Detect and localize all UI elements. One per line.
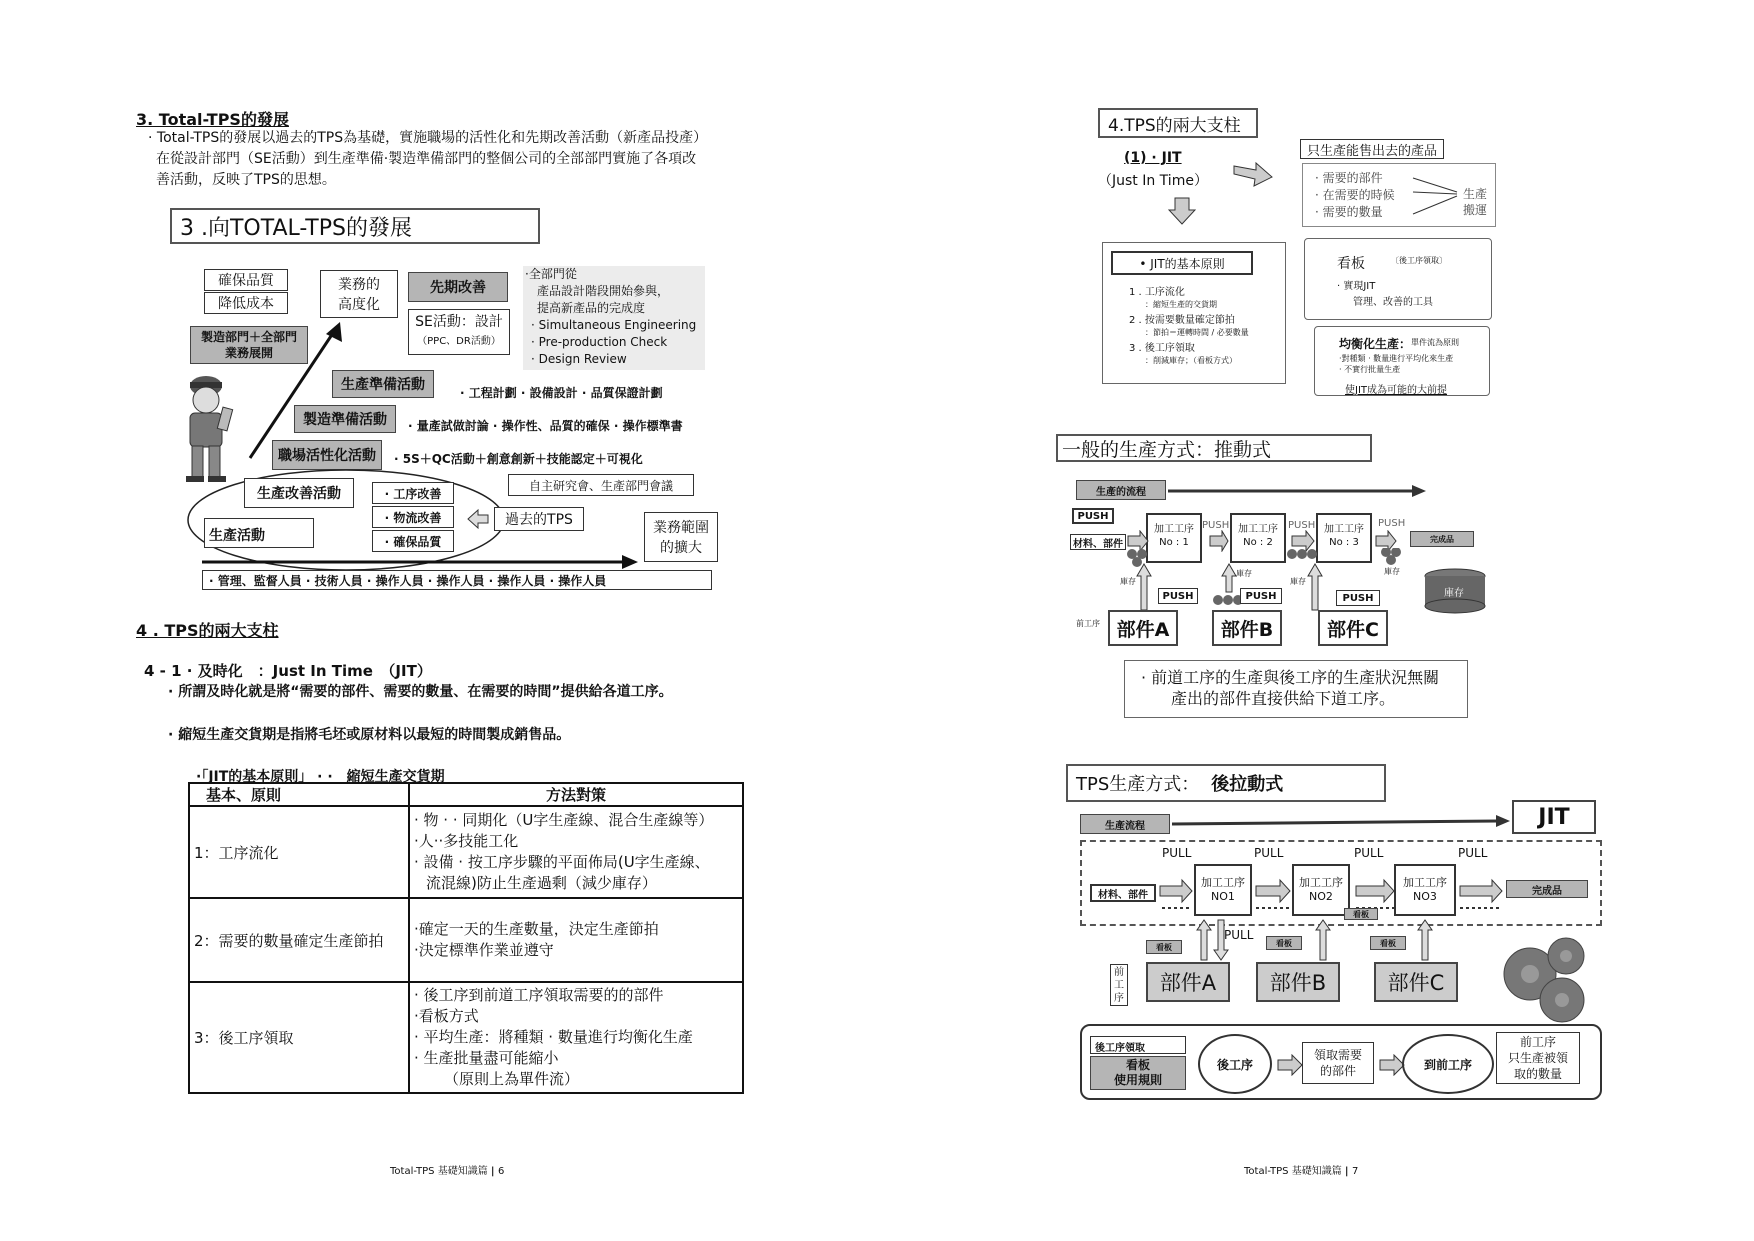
workplace-note: · 5S＋QC活動＋創意創新＋技能認定＋可視化 [394, 452, 643, 466]
method-line: · 設備 · 按工序步驟的平面佈局(U字生產線、 [414, 853, 710, 871]
table-caption: ·「JIT的基本原則」 · · 縮短生產交貨期 [196, 769, 445, 785]
workplace-box: 職場活性化活動 [272, 440, 382, 470]
mfg-prep-note: · 量產試做討論 · 操作性、品質的確保 · 操作標準書 [408, 419, 683, 433]
principle-sub: ：節拍＝運轉時間 / 必要數量 [1145, 328, 1249, 337]
scope-line: 的擴大 [660, 540, 702, 556]
pull-part-c: 部件C [1374, 962, 1458, 1002]
pull-label-5: PULL [1224, 928, 1254, 942]
push-box-2: PUSH [1240, 588, 1282, 604]
note-line: 提高新產品的完成度 [537, 301, 646, 315]
push-tag: PUSH [1072, 508, 1114, 524]
rule-label: 後工序領取 [1090, 1036, 1186, 1054]
para-line: 在從設計部門（SE活動）到生產準備·製造準備部門的整個公司的全部部門實施了各項改 [156, 151, 697, 167]
horizontal-arrow-icon [200, 552, 640, 572]
rule-prev-line: 取的數量 [1513, 1067, 1562, 1081]
rule-next-circle: 後工序 [1198, 1034, 1272, 1094]
process-no: NO1 [1211, 890, 1235, 903]
up-arrows-icon [1136, 562, 1336, 612]
pull-arrows-icon [1158, 862, 1508, 922]
business-adv-line: 業務的 [338, 277, 380, 293]
early-improve-box: 先期改善 [408, 272, 508, 302]
prev-char: 序 [1114, 993, 1124, 1004]
pull-part-a: 部件A [1146, 962, 1230, 1002]
table-row [189, 806, 743, 898]
kanban-title: 看板 [1337, 256, 1365, 272]
prev-char: 前 [1114, 967, 1124, 978]
mfg-all-line: 業務展開 [224, 346, 273, 360]
level-tag: 單件流為原則 [1411, 338, 1459, 347]
table-row [189, 982, 743, 1093]
rule-kanban-box [1090, 1056, 1186, 1090]
pull-flow-arrow-icon [1172, 814, 1512, 828]
prod-activity-box: 生產活動 [204, 518, 314, 548]
business-adv-line: 高度化 [338, 297, 380, 313]
inv-label: 庫存 [1236, 569, 1252, 578]
jit-label: (1) · JIT [1124, 150, 1182, 166]
principle-sub: ：削減庫存；（看板方式） [1145, 356, 1237, 365]
sec3-title: 3. Total-TPS的發展 [136, 110, 289, 129]
principle-sub: ：縮短生產的交貨期 [1145, 300, 1217, 309]
push-note-line: · 前道工序的生產與後工序的生產狀況無關 [1141, 668, 1440, 687]
push-flow-arrow-icon [1168, 484, 1428, 498]
scope-box [644, 512, 718, 562]
need-item: · 需要的部件 [1315, 171, 1383, 185]
finished-box: 完成品 [1410, 531, 1474, 547]
footer-right: Total-TPS 基礎知識篇 | 7 [1244, 1166, 1359, 1177]
cell-principle: 2：需要的數量確定生產節拍 [189, 898, 409, 982]
note-line: · Simultaneous Engineering [531, 318, 697, 332]
push-box-3: PUSH [1336, 590, 1380, 606]
push-label-3: PUSH [1378, 518, 1406, 529]
note-line: · Design Review [531, 352, 627, 366]
item-process: · 工序改善 [372, 482, 454, 504]
process-label: 加工工序 [1238, 524, 1278, 535]
item-logistics: · 物流改善 [372, 506, 454, 528]
right-arrow-icon [1232, 160, 1274, 188]
sec41-title: 4 - 1 · 及時化 ：Just In Time （JIT） [144, 662, 432, 680]
method-line: ·決定標準作業並遵守 [414, 941, 554, 959]
pull-vertical-arrows-icon [1196, 918, 1436, 962]
pull-finished-box: 完成品 [1506, 880, 1588, 898]
kanban-tag-1: 看板 [1344, 908, 1378, 920]
header-principle: 基本、原則 [189, 783, 409, 806]
para-line: · Total-TPS的發展以過去的TPS為基礎，實施職場的活性化和先期改善活動（新產品投產） [148, 130, 708, 146]
mfg-prep-box: 製造準備活動 [294, 405, 396, 433]
footer-text: Total-TPS 基礎知識篇 [1244, 1166, 1342, 1177]
part-a: 部件A [1108, 610, 1178, 646]
se-line: （PPC、DR活動） [417, 336, 501, 347]
page-number: 6 [498, 1166, 505, 1177]
cell-methods [409, 898, 743, 982]
method-line: · 生產批量盡可能縮小 [414, 1049, 559, 1067]
kanban-scroll [1304, 238, 1492, 320]
rule-kanban-line: 使用規則 [1113, 1073, 1162, 1087]
header-method: 方法對策 [409, 783, 743, 806]
page-number: 7 [1352, 1166, 1359, 1177]
se-activity-box [408, 309, 510, 355]
kanban-line: · 實現JIT [1337, 281, 1376, 292]
method-line: · 物 · · 同期化（U字生產線、混合生產線等） [414, 811, 714, 829]
needs-box [1302, 163, 1496, 227]
principle-main: 1 . 工序流化 [1129, 287, 1185, 298]
rule-arrow-icon [1276, 1054, 1304, 1076]
para-line: 善活動，反映了TPS的思想。 [156, 172, 336, 188]
rule-take-box [1302, 1042, 1374, 1084]
prod-improve-box: 生產改善活動 [244, 478, 354, 508]
rule-to-prev-circle: 到前工序 [1402, 1034, 1494, 1094]
self-study-box: 自主研究會、生產部門會議 [508, 474, 694, 496]
part-b: 部件B [1212, 610, 1282, 646]
pull-part-b: 部件B [1256, 962, 1340, 1002]
method-line: ·確定一天的生產數量，決定生產節拍 [414, 920, 659, 938]
process-label: 加工工序 [1299, 876, 1343, 889]
business-adv-box [320, 270, 398, 318]
process-label: 加工工序 [1324, 524, 1364, 535]
inv-label: 庫存 [1120, 577, 1136, 586]
kanban-line: 管理、改善的工具 [1353, 297, 1433, 308]
fig3-title: 3 .向TOTAL-TPS的發展 [170, 208, 540, 244]
note-line: · Pre-production Check [531, 335, 668, 349]
rule-kanban-line: 看板 [1125, 1058, 1150, 1072]
push-flow-label: 生產的流程 [1076, 480, 1166, 500]
pull-flow-label: 生產流程 [1080, 814, 1170, 834]
process-no: No : 2 [1243, 537, 1273, 548]
footer-text: Total-TPS 基礎知識篇 [390, 1166, 488, 1177]
pillars-title: 4.TPS的兩大支柱 [1098, 108, 1258, 138]
note-line: 產品設計階段開始參與， [537, 284, 670, 298]
cell-principle: 3：後工序領取 [189, 982, 409, 1093]
jit-principles-box [1102, 242, 1286, 384]
cell-methods [409, 806, 743, 898]
process-label: 加工工序 [1154, 524, 1194, 535]
jit-table [188, 782, 744, 1094]
scope-line: 業務範圍 [653, 520, 709, 536]
sec41-p1: · 所謂及時化就是將“需要的部件、需要的數量、在需要的時間”提供給各道工序。 [168, 684, 673, 700]
part-c: 部件C [1318, 610, 1388, 646]
cell-methods [409, 982, 743, 1093]
kanban-tag-2: 看板 [1146, 940, 1182, 954]
need-item: · 需要的數量 [1315, 205, 1383, 219]
process-no: NO2 [1309, 890, 1333, 903]
pull-materials-box: 材料、部件 [1090, 884, 1156, 902]
prev-char: 工 [1114, 980, 1124, 991]
push-label-1: PUSH [1202, 520, 1230, 531]
level-line: ·對種類 · 數量進行平均化來生產 [1339, 354, 1454, 363]
materials-box: 材料、部件 [1070, 534, 1126, 550]
rule-take-line: 的部件 [1319, 1064, 1356, 1078]
push-label-2: PUSH [1288, 520, 1316, 531]
principle-main: 2 . 按需要數量確定節拍 [1129, 315, 1235, 326]
inventory-tank-label: 庫存 [1444, 588, 1464, 599]
level-line: · 不實行批量生產 [1339, 365, 1401, 374]
prod-prep-note: · 工程計劃 · 設備設計 · 品質保證計劃 [460, 386, 663, 400]
prod-trans-line: 生產 [1463, 187, 1488, 201]
leveling-scroll [1314, 326, 1490, 396]
pull-title-box [1066, 764, 1386, 802]
rule-prev-line: 只生產被領 [1507, 1051, 1568, 1065]
pull-label-3: PULL [1354, 846, 1384, 860]
left-arrow-icon [466, 508, 490, 530]
principle-main: 3 . 後工序領取 [1129, 343, 1195, 354]
prod-trans [1459, 186, 1487, 218]
past-tps-box: 過去的TPS [494, 507, 584, 531]
jit-sub: （Just In Time） [1098, 173, 1208, 189]
method-line: 流混線)防止生產過剩（減少庫存） [426, 874, 657, 892]
needs-list [1315, 170, 1395, 221]
table-header-row [189, 783, 743, 806]
pull-label-4: PULL [1458, 846, 1488, 860]
process-no: No : 1 [1159, 537, 1189, 548]
prod-trans-line: 搬運 [1463, 203, 1488, 217]
note-line: ·全部門從 [525, 267, 577, 281]
only-sell-box: 只生產能售出去的產品 [1300, 139, 1444, 159]
pull-title-bold: 後拉動式 [1211, 774, 1284, 795]
process-label: 加工工序 [1201, 876, 1245, 889]
level-bottom: 使JIT成為可能的大前提 [1345, 385, 1448, 396]
jit-principles-title: • JIT的基本原則 [1111, 251, 1253, 275]
need-item: · 在需要的時候 [1315, 188, 1395, 202]
converge-arrows-icon [1411, 172, 1463, 220]
prod-prep-box: 生產準備活動 [332, 370, 434, 398]
inv-label: 庫存 [1290, 577, 1306, 586]
method-line: （原則上為單件流） [444, 1070, 580, 1088]
jit-principles-list [1129, 287, 1249, 367]
table-row [189, 898, 743, 982]
method-line: · 後工序到前道工序領取需要的的部件 [414, 986, 664, 1004]
kanban-tag-3: 看板 [1266, 936, 1302, 950]
rule-prev-only-box [1496, 1032, 1580, 1084]
push-note-line: 產出的部件直接供給下道工序。 [1171, 689, 1396, 708]
prev-vertical-label [1110, 964, 1128, 1006]
process-label: 加工工序 [1403, 876, 1447, 889]
sec3-paragraph [148, 128, 707, 191]
pull-label-1: PULL [1162, 846, 1192, 860]
method-line: ·人··多技能工化 [414, 832, 519, 850]
method-line: · 平均生產：將種類 · 數量進行均衡化生產 [414, 1028, 693, 1046]
down-arrow-icon [1168, 196, 1196, 226]
push-title: 一般的生產方式：推動式 [1056, 434, 1372, 462]
push-box-1: PUSH [1158, 588, 1198, 604]
cost-box: 降低成本 [204, 292, 288, 314]
kanban-tag-4: 看板 [1370, 936, 1406, 950]
push-note-box [1124, 660, 1468, 718]
se-line: SE活動：設計 [415, 314, 503, 330]
jit-badge: JIT [1512, 800, 1596, 834]
prev-process-label: 前工序 [1076, 619, 1100, 628]
gears-icon [1492, 934, 1596, 1026]
level-title: 均衡化生產： [1339, 337, 1412, 351]
rule-prev-line: 前工序 [1519, 1035, 1556, 1049]
item-quality: · 確保品質 [372, 530, 454, 552]
inv-label: 庫存 [1384, 567, 1400, 576]
cell-principle: 1：工序流化 [189, 806, 409, 898]
bottom-staff-bar: · 管理、監督人員 · 技術人員 · 操作人員 · 操作人員 · 操作人員 · 操作人員 [202, 570, 712, 590]
quality-box: 確保品質 [204, 269, 288, 291]
kanban-tag: 〔後工序領取〕 [1391, 256, 1447, 265]
sec41-p2: · 縮短生產交貨期是指將毛坯或原材料以最短的時間製成銷售品。 [168, 727, 571, 743]
process-no: No : 3 [1329, 537, 1359, 548]
rule-take-line: 領取需要 [1313, 1048, 1362, 1062]
sec4-title: 4 . TPS的兩大支柱 [136, 621, 279, 640]
all-dept-note [523, 266, 705, 370]
mfg-all-line: 製造部門＋全部門 [200, 330, 297, 344]
process-no: NO3 [1413, 890, 1437, 903]
pull-title: TPS生產方式： [1076, 774, 1200, 795]
footer-left: Total-TPS 基礎知識篇 | 6 [390, 1166, 505, 1177]
pull-label-2: PULL [1254, 846, 1284, 860]
method-line: ·看板方式 [414, 1007, 479, 1025]
